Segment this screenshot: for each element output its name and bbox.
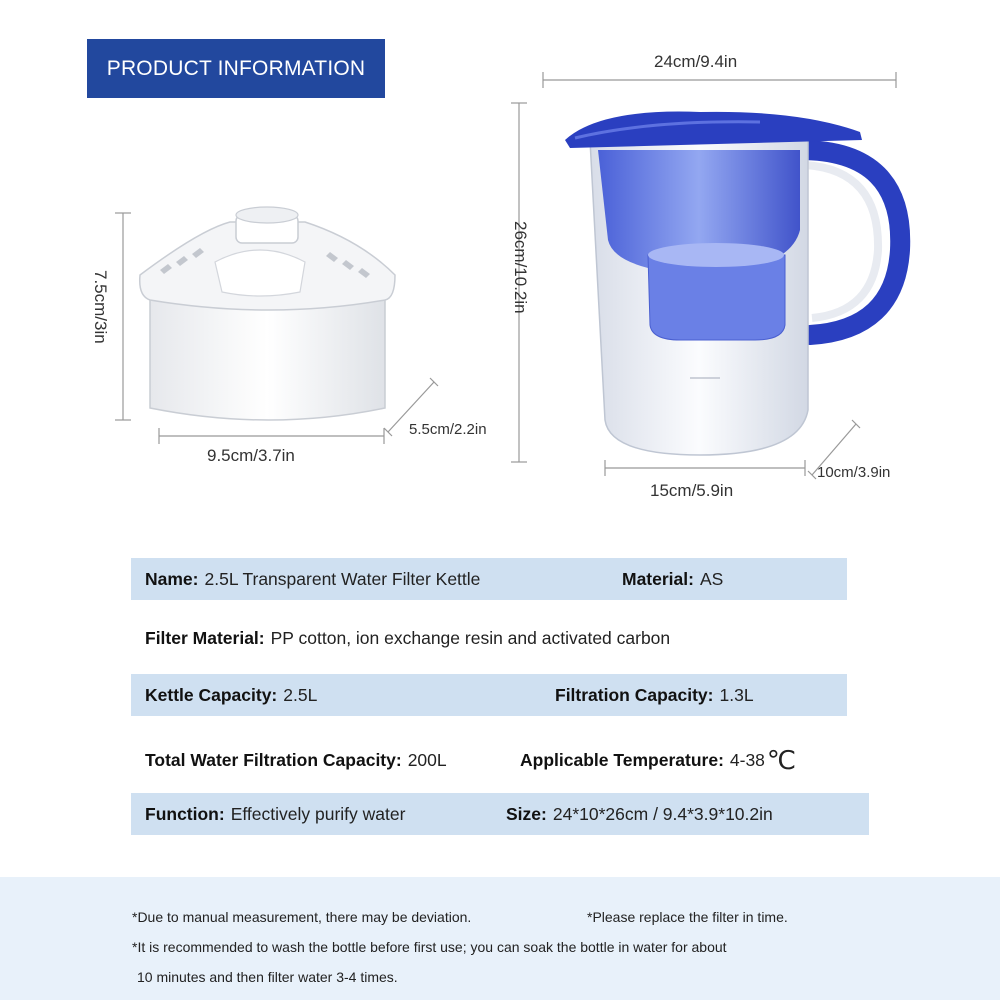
note-deviation: *Due to manual measurement, there may be deviation. xyxy=(132,909,472,925)
size-value: 24*10*26cm / 9.4*3.9*10.2in xyxy=(552,803,773,824)
filter-width-label: 9.5cm/3.7in xyxy=(207,446,295,465)
spec-filter-material xyxy=(145,617,670,659)
material-label: Material: xyxy=(622,568,694,589)
note-replace-filter: *Please replace the filter in time. xyxy=(587,909,788,925)
total-capacity-value: 200L xyxy=(407,749,447,770)
spec-row-function-size xyxy=(131,793,869,835)
function-label: Function: xyxy=(145,803,225,824)
filter-cartridge-image xyxy=(140,207,395,420)
kettle-height-label: 26cm/10.2in xyxy=(511,221,530,314)
filter-material-label: Filter Material: xyxy=(145,627,265,648)
kettle-width-label: 24cm/9.4in xyxy=(654,52,738,71)
name-value: 2.5L Transparent Water Filter Kettle xyxy=(204,568,481,589)
spec-filtration-capacity xyxy=(555,674,754,716)
filtration-capacity-value: 1.3L xyxy=(719,684,754,705)
temperature-label: Applicable Temperature: xyxy=(520,749,724,770)
temperature-unit: ℃ xyxy=(766,744,797,775)
filtration-capacity-label: Filtration Capacity: xyxy=(555,684,714,705)
kettle-base-width-label: 15cm/5.9in xyxy=(650,481,734,500)
spec-row-filter-material xyxy=(131,617,847,659)
spec-name xyxy=(145,558,480,600)
size-label: Size: xyxy=(506,803,547,824)
spec-size xyxy=(506,793,773,835)
function-value: Effectively purify water xyxy=(230,803,406,824)
kettle-depth-label: 10cm/3.9in xyxy=(817,464,891,481)
spec-material xyxy=(622,558,723,600)
spec-row-total-temperature xyxy=(131,739,871,781)
filter-height-label: 7.5cm/3in xyxy=(91,270,110,344)
total-capacity-label: Total Water Filtration Capacity: xyxy=(145,749,402,770)
spec-total-capacity xyxy=(145,739,447,781)
note-wash-line1: *It is recommended to wash the bottle before first use; you can soak the bottle in water for about xyxy=(132,939,727,955)
filter-material-value: PP cotton, ion exchange resin and activated carbon xyxy=(270,627,671,648)
material-value: AS xyxy=(699,568,724,589)
spec-row-capacity xyxy=(131,674,847,716)
name-label: Name: xyxy=(145,568,199,589)
spec-function xyxy=(145,793,405,835)
spec-kettle-capacity xyxy=(145,674,317,716)
kettle-image xyxy=(565,112,900,455)
note-wash-line2: 10 minutes and then filter water 3-4 times. xyxy=(137,969,398,985)
kettle-capacity-value: 2.5L xyxy=(283,684,318,705)
spec-row-name xyxy=(131,558,847,600)
temperature-value: 4-38 xyxy=(729,749,765,770)
filter-depth-label: 5.5cm/2.2in xyxy=(409,421,487,438)
kettle-capacity-label: Kettle Capacity: xyxy=(145,684,278,705)
product-information-title: PRODUCT INFORMATION xyxy=(87,39,385,98)
spec-temperature xyxy=(520,739,796,781)
